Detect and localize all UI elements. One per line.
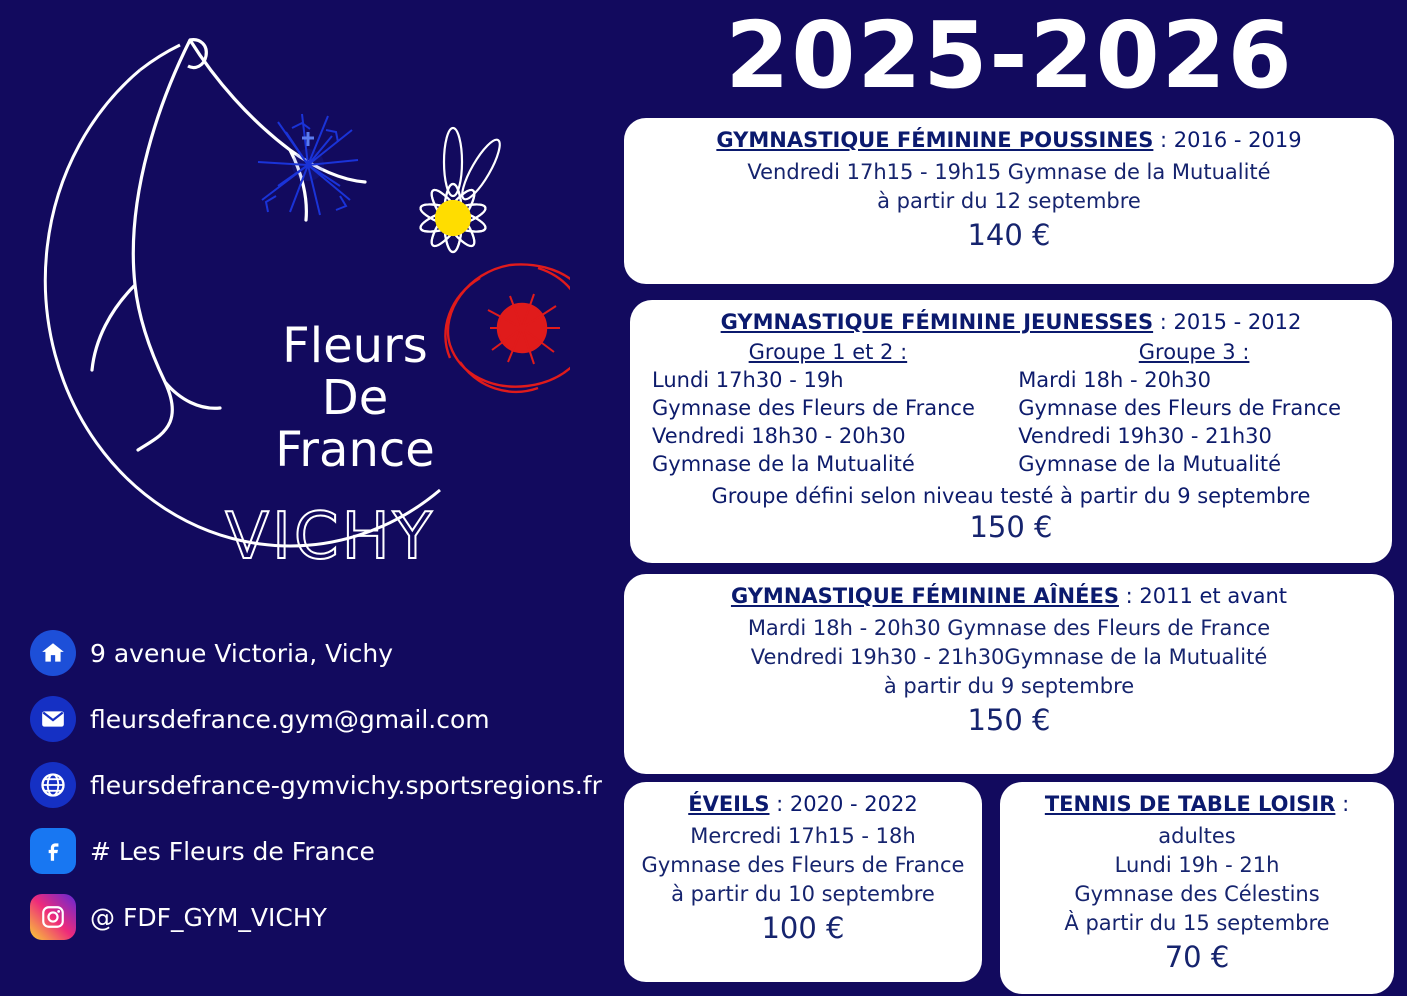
card-ainees-body (640, 614, 1378, 701)
contact-instagram-text: @ FDF_GYM_VICHY (90, 902, 327, 932)
card-ainees-line-1: Mardi 18h - 20h30 Gymnase des Fleurs de France (747, 616, 1271, 640)
card-tennis-line-2: Lundi 19h - 21h (1114, 853, 1280, 877)
card-tennis-title-text: TENNIS DE TABLE LOISIR (1044, 792, 1336, 816)
card-ainees-title (640, 584, 1378, 608)
card-ainees-line-3: à partir du 9 septembre (883, 674, 1135, 698)
card-eveils-body (640, 822, 966, 909)
card-poussines-price: 140 € (967, 218, 1051, 252)
card-ainees-title-text: GYMNASTIQUE FÉMININE AÎNÉES (730, 584, 1119, 608)
group-1-2-line-2: Gymnase des Fleurs de France (652, 396, 975, 420)
card-jeunesses (630, 300, 1392, 563)
globe-icon (30, 762, 76, 808)
contact-website[interactable] (30, 752, 610, 818)
right-column (612, 0, 1407, 996)
card-tennis-years: : (1335, 792, 1350, 816)
contact-website-text: fleursdefrance-gymvichy.sportsregions.fr (90, 770, 602, 800)
card-poussines-title (640, 128, 1378, 152)
card-jeunesses-note: Groupe défini selon niveau testé à partir du 9 septembre (711, 484, 1311, 508)
facebook-icon (30, 828, 76, 874)
group-3-line-3: Vendredi 19h30 - 21h30 (1018, 424, 1272, 448)
club-logo (40, 10, 570, 610)
home-icon (30, 630, 76, 676)
card-poussines (624, 118, 1394, 284)
card-eveils-years: : 2020 - 2022 (769, 792, 918, 816)
group-3-line-4: Gymnase de la Mutualité (1018, 452, 1282, 476)
group-3-line-2: Gymnase des Fleurs de France (1018, 396, 1342, 420)
club-name-line-1: Fleurs (282, 318, 428, 374)
contact-facebook-text: # Les Fleurs de France (90, 836, 375, 866)
card-tennis-line-1: adultes (1158, 824, 1236, 848)
card-eveils (624, 782, 982, 982)
card-ainees-line-2: Vendredi 19h30 - 21h30Gymnase de la Mutualité (750, 645, 1268, 669)
group-3-head: Groupe 3 : (1138, 340, 1250, 364)
group-1-2-head: Groupe 1 et 2 : (748, 340, 908, 364)
card-tennis-title (1016, 792, 1378, 816)
card-eveils-title (640, 792, 966, 816)
card-eveils-price: 100 € (761, 911, 845, 945)
card-ainees-price: 150 € (967, 703, 1051, 737)
group-1-2-line-3: Vendredi 18h30 - 20h30 (652, 424, 906, 448)
contact-facebook[interactable] (30, 818, 610, 884)
card-jeunesses-title-text: GYMNASTIQUE FÉMININE JEUNESSES (720, 310, 1154, 334)
group-1-2-line-1: Lundi 17h30 - 19h (652, 368, 844, 392)
card-jeunesses-price: 150 € (969, 510, 1053, 544)
cornflower-flower (258, 114, 358, 215)
card-poussines-line-1: Vendredi 17h15 - 19h15 Gymnase de la Mutualité (747, 160, 1271, 184)
card-eveils-line-1: Mercredi 17h15 - 18h (690, 824, 916, 848)
card-poussines-line-2: à partir du 12 septembre (877, 189, 1141, 213)
card-tennis-price: 70 € (1164, 940, 1230, 974)
mail-icon (30, 696, 76, 742)
card-poussines-title-text: GYMNASTIQUE FÉMININE POUSSINES (716, 128, 1154, 152)
group-1-2 (652, 340, 1004, 478)
card-jeunesses-years: : 2015 - 2012 (1153, 310, 1302, 334)
contact-instagram[interactable] (30, 884, 610, 950)
group-3 (1018, 340, 1370, 478)
group-1-2-line-4: Gymnase de la Mutualité (652, 452, 915, 476)
club-name-line-2: De (321, 370, 389, 426)
card-jeunesses-title (646, 310, 1376, 334)
card-eveils-title-text: ÉVEILS (688, 792, 770, 816)
contact-email-text: fleursdefrance.gym@gmail.com (90, 704, 490, 734)
card-eveils-line-3: à partir du 10 septembre (671, 882, 935, 906)
card-ainees (624, 574, 1394, 774)
season-title: 2025-2026 (725, 2, 1294, 109)
card-tennis-line-3: Gymnase des Célestins (1074, 882, 1320, 906)
card-poussines-body (640, 158, 1378, 216)
card-tennis-de-table (1000, 782, 1394, 994)
instagram-icon (30, 894, 76, 940)
card-eveils-line-2: Gymnase des Fleurs de France (641, 853, 965, 877)
club-name-line-3: France (275, 422, 435, 478)
card-tennis-body (1016, 822, 1378, 938)
group-3-line-1: Mardi 18h - 20h30 (1018, 368, 1211, 392)
card-poussines-years: : 2016 - 2019 (1153, 128, 1302, 152)
card-tennis-line-4: À partir du 15 septembre (1064, 911, 1330, 935)
left-column (0, 0, 610, 996)
club-city: VICHY (225, 500, 435, 574)
contact-list (30, 620, 610, 950)
card-jeunesses-groups (646, 340, 1376, 478)
card-ainees-years: : 2011 et avant (1118, 584, 1288, 608)
club-name (190, 320, 520, 476)
contact-address (30, 620, 610, 686)
contact-email[interactable] (30, 686, 610, 752)
contact-address-text: 9 avenue Victoria, Vichy (90, 638, 394, 668)
daisy-flower (418, 128, 506, 252)
